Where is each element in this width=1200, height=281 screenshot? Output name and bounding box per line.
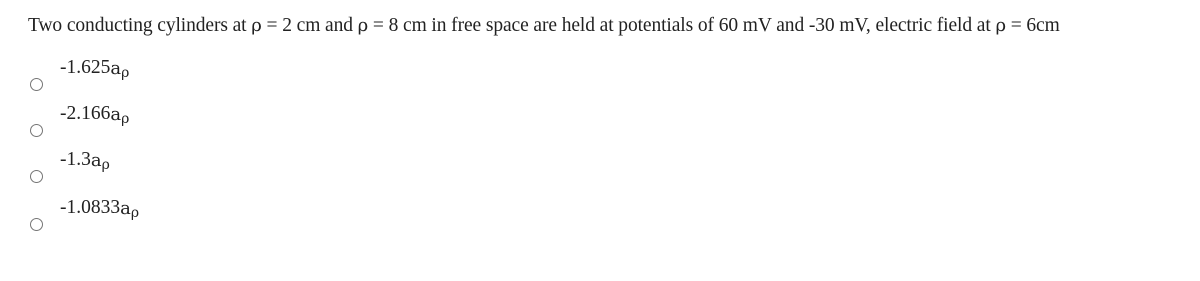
answer-option-4[interactable] [30,196,630,232]
rho-symbol: ρ [357,15,369,36]
option-value: -2.166 [60,103,111,124]
option-label [60,102,129,127]
unit-vector-subscript: ρ [121,111,130,127]
option-value: -1.0833 [60,197,121,218]
radio-button[interactable] [30,170,43,183]
unit-vector [110,104,129,125]
answer-option-1[interactable] [30,56,630,92]
radio-button[interactable] [30,124,43,137]
option-value: -1.625 [60,57,111,78]
rho-symbol: ρ [995,15,1006,36]
answer-option-2[interactable] [30,102,630,138]
question-part-2: = 2 cm and [261,15,358,36]
unit-vector-base: a [110,104,122,125]
unit-vector-subscript: ρ [121,65,130,81]
unit-vector-base: a [90,150,102,171]
question-part-4: = 6cm [1005,15,1060,36]
option-label [60,148,110,173]
unit-vector [110,58,129,79]
unit-vector-base: a [120,198,131,219]
option-value: -1.3 [60,149,91,170]
unit-vector [120,198,139,219]
unit-vector-base: a [110,58,122,79]
option-label [60,196,139,221]
question-part-3: = 8 cm in free space are held at potentials of 60 mV and -30 mV, electric field at [368,15,996,36]
option-label [60,56,129,81]
radio-button[interactable] [30,218,43,231]
unit-vector [91,150,110,171]
answer-option-3[interactable] [30,148,630,184]
question-part-1: Two conducting cylinders at [28,15,252,36]
unit-vector-subscript: ρ [101,157,110,173]
radio-button[interactable] [30,78,43,91]
unit-vector-subscript: ρ [130,205,140,221]
rho-symbol: ρ [251,15,262,36]
